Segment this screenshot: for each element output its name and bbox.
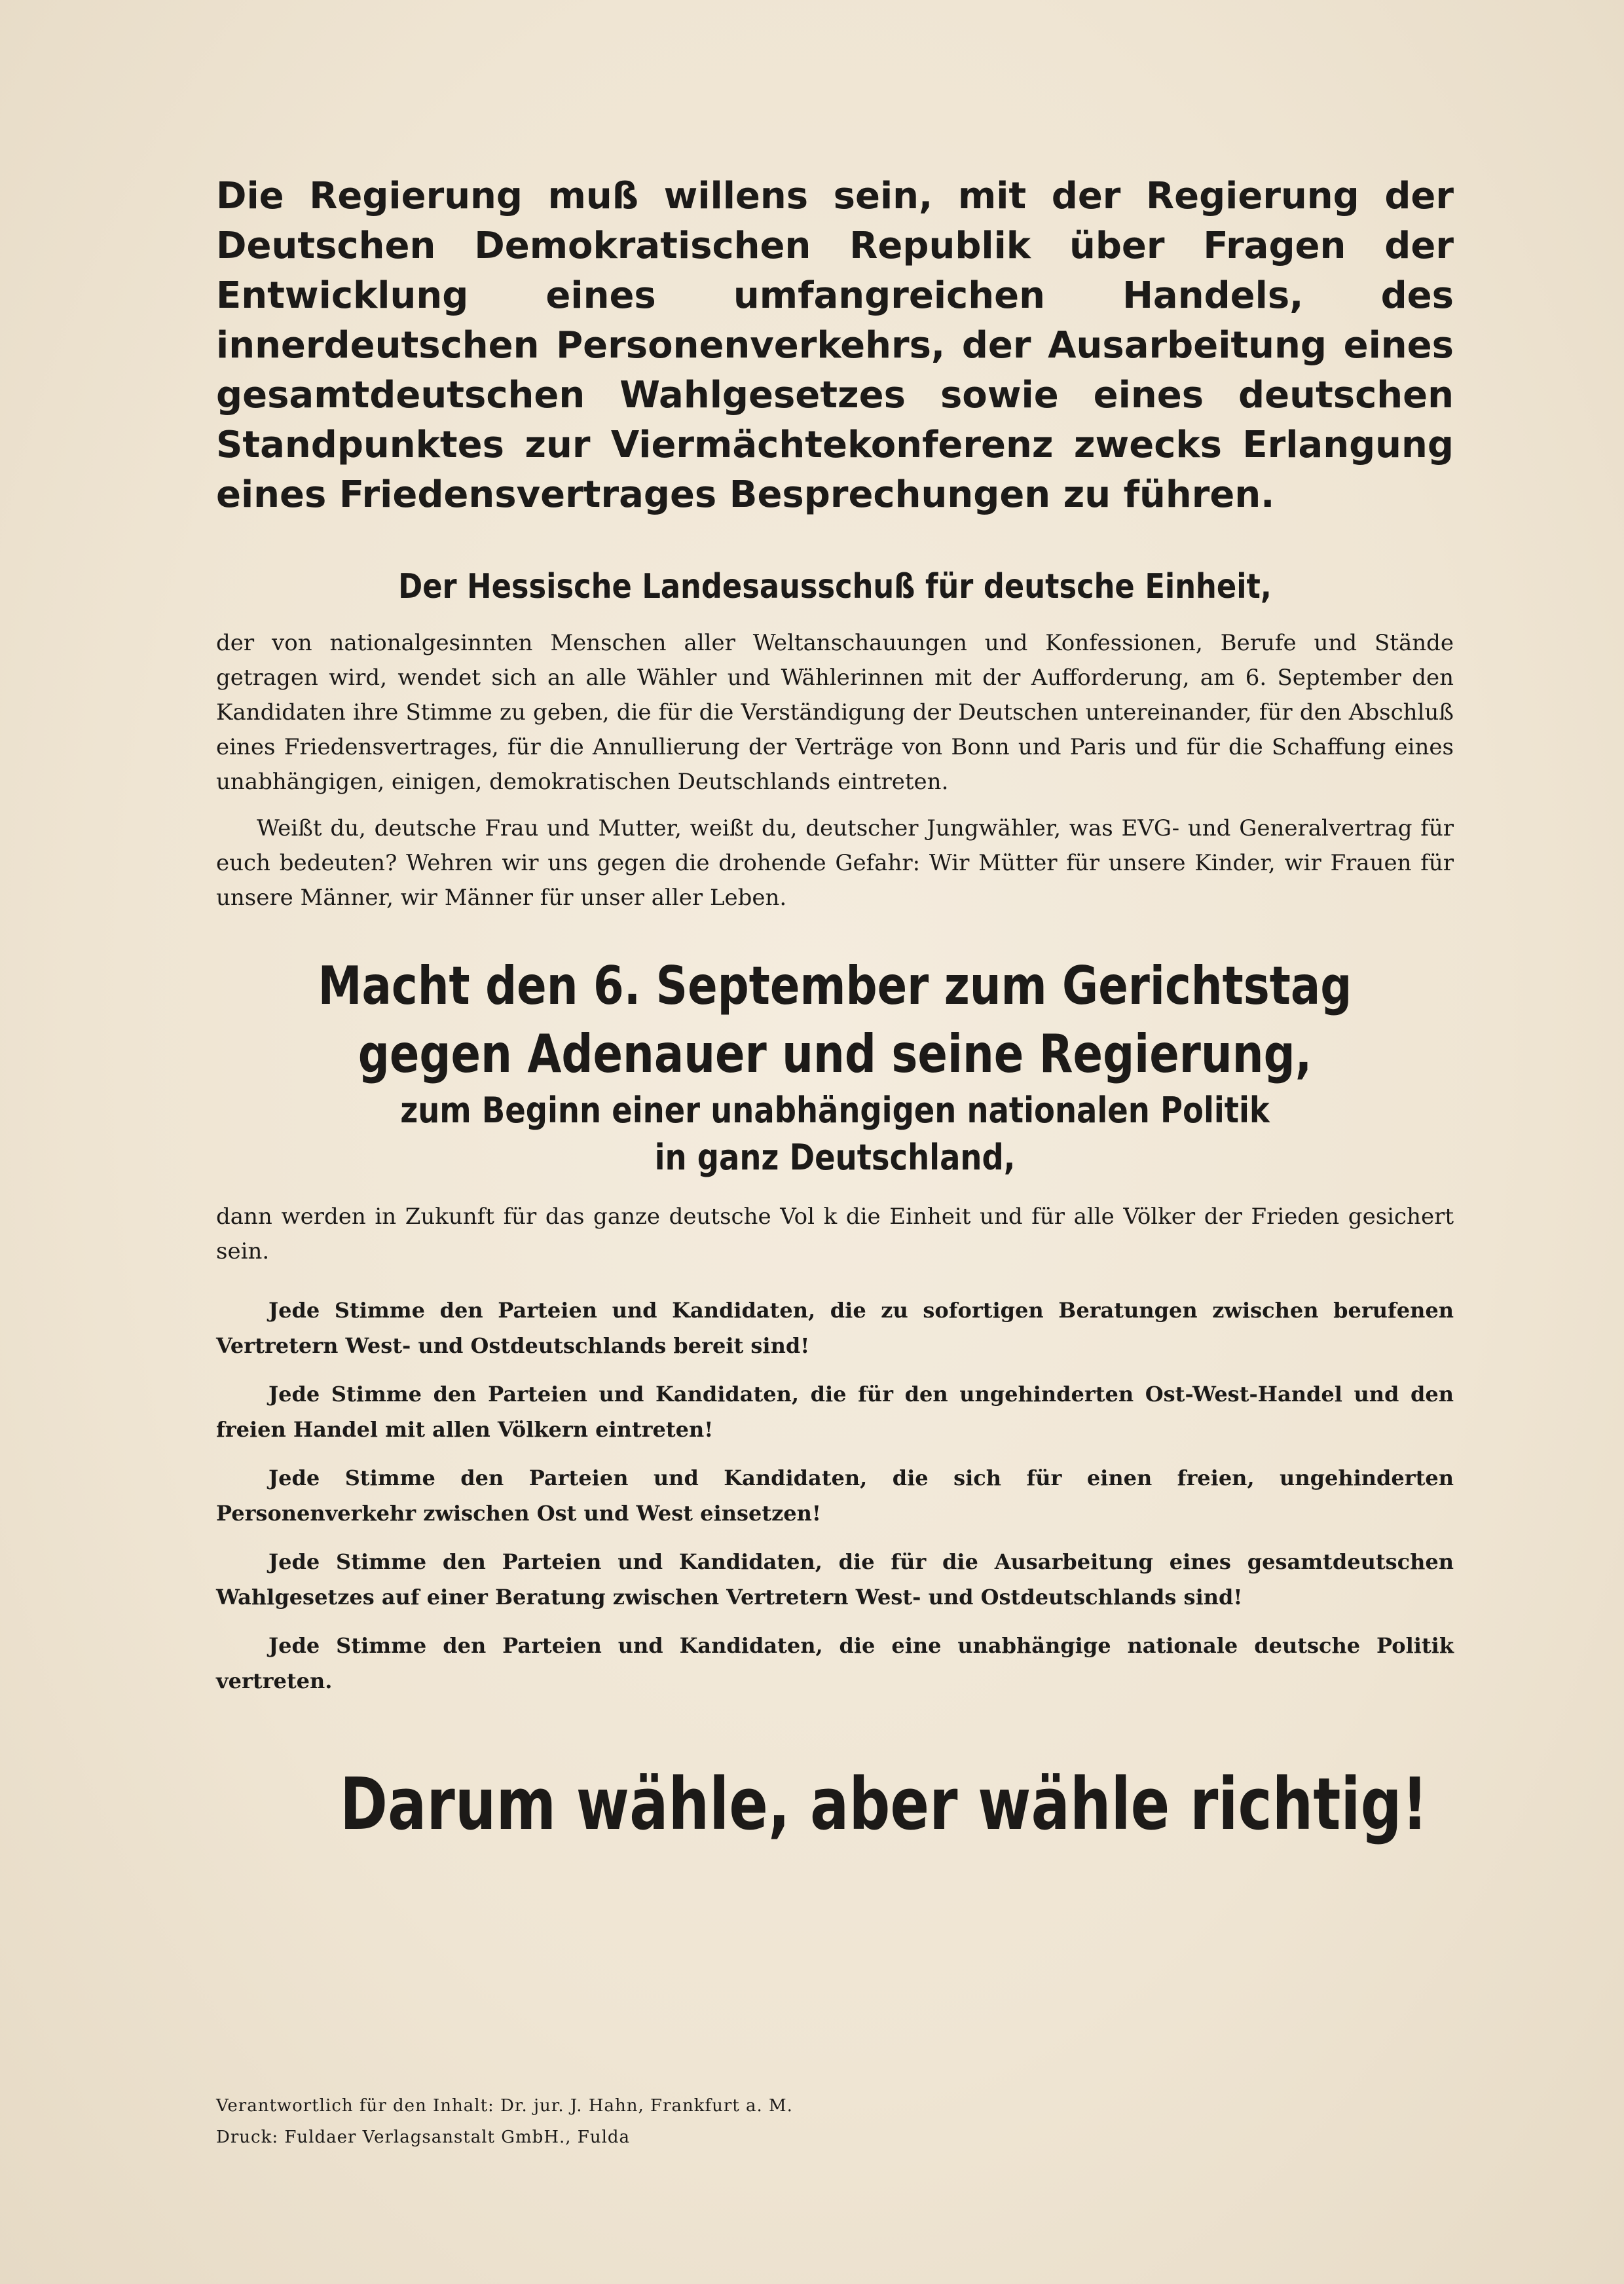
imprint [216,2090,793,2153]
section-heading: Der Hessische Landesausschuß für deutsche Einheit, [398,567,1272,606]
vote-item: Jede Stimme den Parteien und Kandidaten, die eine unabhängige nationale deutsche Politik vertreten. [216,1633,1454,1693]
vote-item: Jede Stimme den Parteien und Kandidaten, die für den ungehinderten Ost-West-Handel und den freien Handel mit allen Völkern eintreten! [216,1382,1454,1442]
vote-item: Jede Stimme den Parteien und Kandidaten, die für die Ausarbeitung eines gesamtdeutschen Wahlgesetzes auf einer Beratung zwischen Vertretern West- und Ostdeutschlands sind! [216,1549,1454,1610]
body-paragraph-3: dann werden in Zukunft für das ganze deutsche Vol k die Einheit und für alle Völker der Frieden gesichert sein. [216,1204,1454,1264]
vote-item: Jede Stimme den Parteien und Kandidaten, die sich für einen freien, ungehinderten Personenverkehr zwischen Ost und West einsetzen! [216,1465,1454,1526]
final-slogan: Darum wähle, aber wähle richtig! [340,1762,1428,1846]
body-paragraph-1: der von nationalgesinnten Menschen aller Weltanschauungen und Konfessionen, Berufe und Stände getragen wird, wendet sich an alle Wähler und Wählerinnen mit der Aufforderung, am 6. September den Kandidaten ihre Stimme zu geben, die für die Verständigung der Deutschen untereinander, für den Abschluß eines Friedensvertrages, für die Annullierung der Verträge von Bonn und Paris und für die Schaffung eines unabhängigen, einigen, demokratischen Deutschlands eintreten. [216,630,1454,795]
imprint-printer: Druck: Fuldaer Verlagsanstalt GmbH., Fulda [216,2127,631,2147]
imprint-responsible: Verantwortlich für den Inhalt: Dr. jur. J. Hahn, Frankfurt a. M. [216,2096,793,2116]
vote-list [216,1293,1454,1699]
intro-paragraph: Die Regierung muß willens sein, mit der Regierung der Deutschen Demokratischen Republik über Fragen der Entwicklung eines umfangreichen Handels, des innerdeutschen Personenverkehrs, der Ausarbeitung eines gesamtdeutschen Wahlgesetzes sowie eines deutschen Standpunktes zur Viermächtekonferenz zwecks Erlangung eines Friedensvertrages Besprechungen zu führen. [216,175,1454,516]
headline-line-3: zum Beginn einer unabhängigen nationalen Politik [400,1090,1270,1131]
headline-line-1: Macht den 6. September zum Gerichtstag [318,955,1352,1016]
document-body [216,172,1454,1847]
body-paragraph-2: Weißt du, deutsche Frau und Mutter, weißt du, deutscher Jungwähler, was EVG- und Generalvertrag für euch bedeuten? Wehren wir uns gegen die drohende Gefahr: Wir Mütter für unsere Kinder, wir Frauen für unsere Männer, wir Männer für unser aller Leben. [216,815,1454,911]
headline-line-4: in ganz Deutschland, [654,1137,1016,1178]
headline-line-2: gegen Adenauer und seine Regierung, [358,1023,1312,1084]
vote-item: Jede Stimme den Parteien und Kandidaten, die zu sofortigen Beratungen zwischen berufenen Vertretern West- und Ostdeutschlands bereit sind! [216,1298,1454,1358]
